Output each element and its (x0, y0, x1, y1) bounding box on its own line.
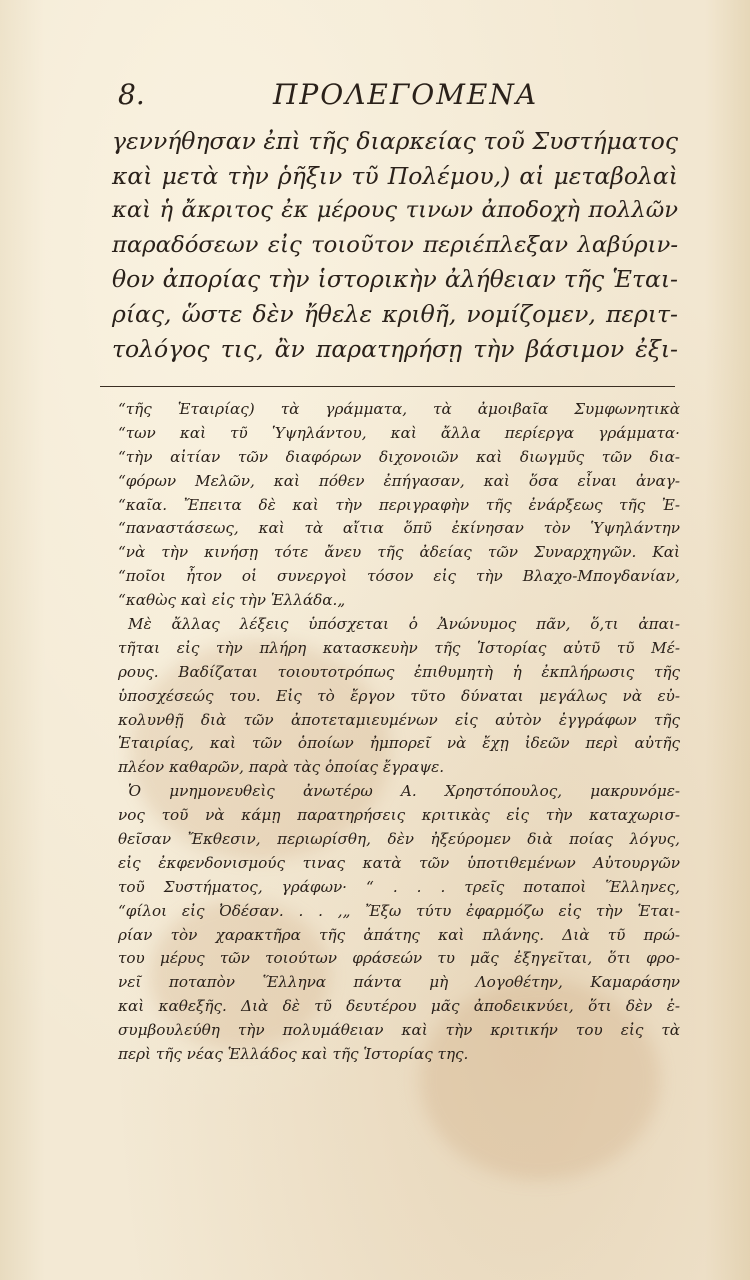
footnote-line: τῆται εἰς τὴν πλήρη κατασκευὴν τῆς Ἱστορίας αὐτῦ τῦ Μέ- (118, 638, 680, 657)
footnote-line: Ὁ μνημονευθεὶς ἀνωτέρω Α. Χρηστόπουλος, μακρυνόμε- (128, 782, 680, 801)
text-line: τολόγος τις, ἂν παρατηρήσῃ τὴν βάσιμον ἐξι- (112, 334, 678, 363)
footnote-line: “των καὶ τῦ Ὑψηλάντου, καὶ ἄλλα περίεργα γράμματα· (118, 423, 680, 442)
running-head: ΠΡΟΛΕΓΟΜΕΝΑ (273, 78, 539, 111)
text-line: καὶ μετὰ τὴν ῥῆξιν τῦ Πολέμου,) αἱ μεταβολαὶ (112, 161, 678, 190)
footnote-line: πλέον καθαρῶν, παρὰ τὰς ὁποίας ἔγραψε. (118, 758, 445, 777)
footnote-block (118, 398, 680, 1067)
footnote-line: ρους. Βαδίζαται τοιουτοτρόπως ἐπιθυμητὴ ἡ ἐκπλήρωσις τῆς (118, 662, 680, 681)
footnote-line: περὶ τῆς νέας Ἑλλάδος καὶ τῆς Ἱστορίας της. (118, 1045, 469, 1064)
footnote-line: νος τοῦ νὰ κάμῃ παρατηρήσεις κριτικὰς εἰς τὴν καταχωρισ- (118, 806, 680, 825)
text-line: καὶ ἡ ἄκριτος ἐκ μέρους τινων ἀποδοχὴ πολλῶν (112, 197, 678, 224)
footnote-line: “ποῖοι ἦτον οἱ συνεργοὶ τόσον εἰς τὴν Βλαχο-Μπογδανίαν, (118, 567, 680, 586)
page-number: 8. (118, 78, 145, 111)
text-line: γεννήθησαν ἐπὶ τῆς διαρκείας τοῦ Συστήματος (112, 127, 678, 155)
page-header (118, 78, 638, 118)
footnote-line: Ἑταιρίας, καὶ τῶν ὁποίων ἠμπορεῖ νὰ ἔχῃ ἰδεῶν περὶ αὐτῆς (118, 734, 680, 753)
footnote-line: “παναστάσεως, καὶ τὰ αἴτια ὅπῦ ἐκίνησαν τὸν Ὑψηλάντην (118, 519, 680, 538)
footnote-line: καὶ καθεξῆς. Διὰ δὲ τῦ δευτέρου μᾶς ἀποδεικνύει, ὅτι δὲν ἐ- (118, 997, 680, 1016)
footnote-line: “καῖα. Ἔπειτα δὲ καὶ τὴν περιγραφὴν τῆς ἐνάρξεως τῆς Ἐ- (118, 495, 680, 514)
footnote-line: εἰς ἐκφενδονισμούς τινας κατὰ τῶν ὑποτιθεμένων Αὐτουργῶν (118, 853, 680, 872)
footnote-line: “καθὼς καὶ εἰς τὴν Ἑλλάδα.„ (118, 591, 346, 610)
footnote-line: “νὰ τὴν κινήσῃ τότε ἄνευ τῆς ἀδείας τῶν Συναρχηγῶν. Καὶ (118, 543, 680, 562)
footnote-line: “φόρων Μελῶν, καὶ πόθεν ἐπήγασαν, καὶ ὅσα εἶναι ἀναγ- (118, 471, 680, 490)
footnote-line: ὑποσχέσεώς του. Εἰς τὸ ἔργον τῦτο δύναται μεγάλως νὰ εὐ- (118, 686, 680, 705)
text-line: ρίας, ὥστε δὲν ἤθελε κριθῆ, νομίζομεν, περιτ- (112, 299, 678, 328)
footnote-line: κολυνθῇ διὰ τῶν ἀποτεταμιευμένων εἰς αὐτὸν ἐγγράφων τῆς (118, 710, 680, 729)
footnote-line: τοῦ Συστήματος, γράφων· “ . . . τρεῖς ποταποὶ Ἕλληνες, (118, 877, 680, 896)
footnote-line: θεῖσαν Ἔκθεσιν, περιωρίσθη, δὲν ἠξεύρομεν διὰ ποίας λόγυς, (118, 830, 680, 849)
text-line: παραδόσεων εἰς τοιοῦτον περιέπλεξαν λαβύριν- (112, 231, 678, 258)
footnote-line: Μὲ ἄλλας λέξεις ὑπόσχεται ὁ Ἀνώνυμος πᾶν, ὅ,τι ἀπαι- (128, 615, 680, 634)
footnote-separator (100, 386, 675, 387)
main-text (112, 124, 678, 366)
footnote-line: “τὴν αἰτίαν τῶν διαφόρων διχονοιῶν καὶ διωγμῦς τῶν δια- (118, 447, 680, 466)
footnote-line: νεῖ ποταπὸν Ἕλληνα πάντα μὴ Λογοθέτην, Καμαράσην (118, 973, 680, 992)
footnote-line: του μέρυς τῶν τοιούτων φράσεών τυ μᾶς ἐξηγεῖται, ὅτι φρο- (118, 949, 680, 968)
footnote-line: ρίαν τὸν χαρακτῆρα τῆς ἀπάτης καὶ πλάνης. Διὰ τῦ πρώ- (118, 925, 680, 944)
text-line: θον ἀπορίας τὴν ἱστορικὴν ἀλήθειαν τῆς Ἑται- (112, 265, 678, 294)
footnote-line: συμβουλεύθη τὴν πολυμάθειαν καὶ τὴν κριτικήν του εἰς τὰ (118, 1021, 680, 1040)
footnote-line: “τῆς Ἑταιρίας) τὰ γράμματα, τὰ ἀμοιβαῖα Συμφωνητικὰ (118, 400, 680, 418)
footnote-line: “φίλοι εἰς Ὀδέσαν. . . ,„ Ἔξω τύτυ ἐφαρμόζω εἰς τὴν Ἑται- (118, 901, 680, 920)
